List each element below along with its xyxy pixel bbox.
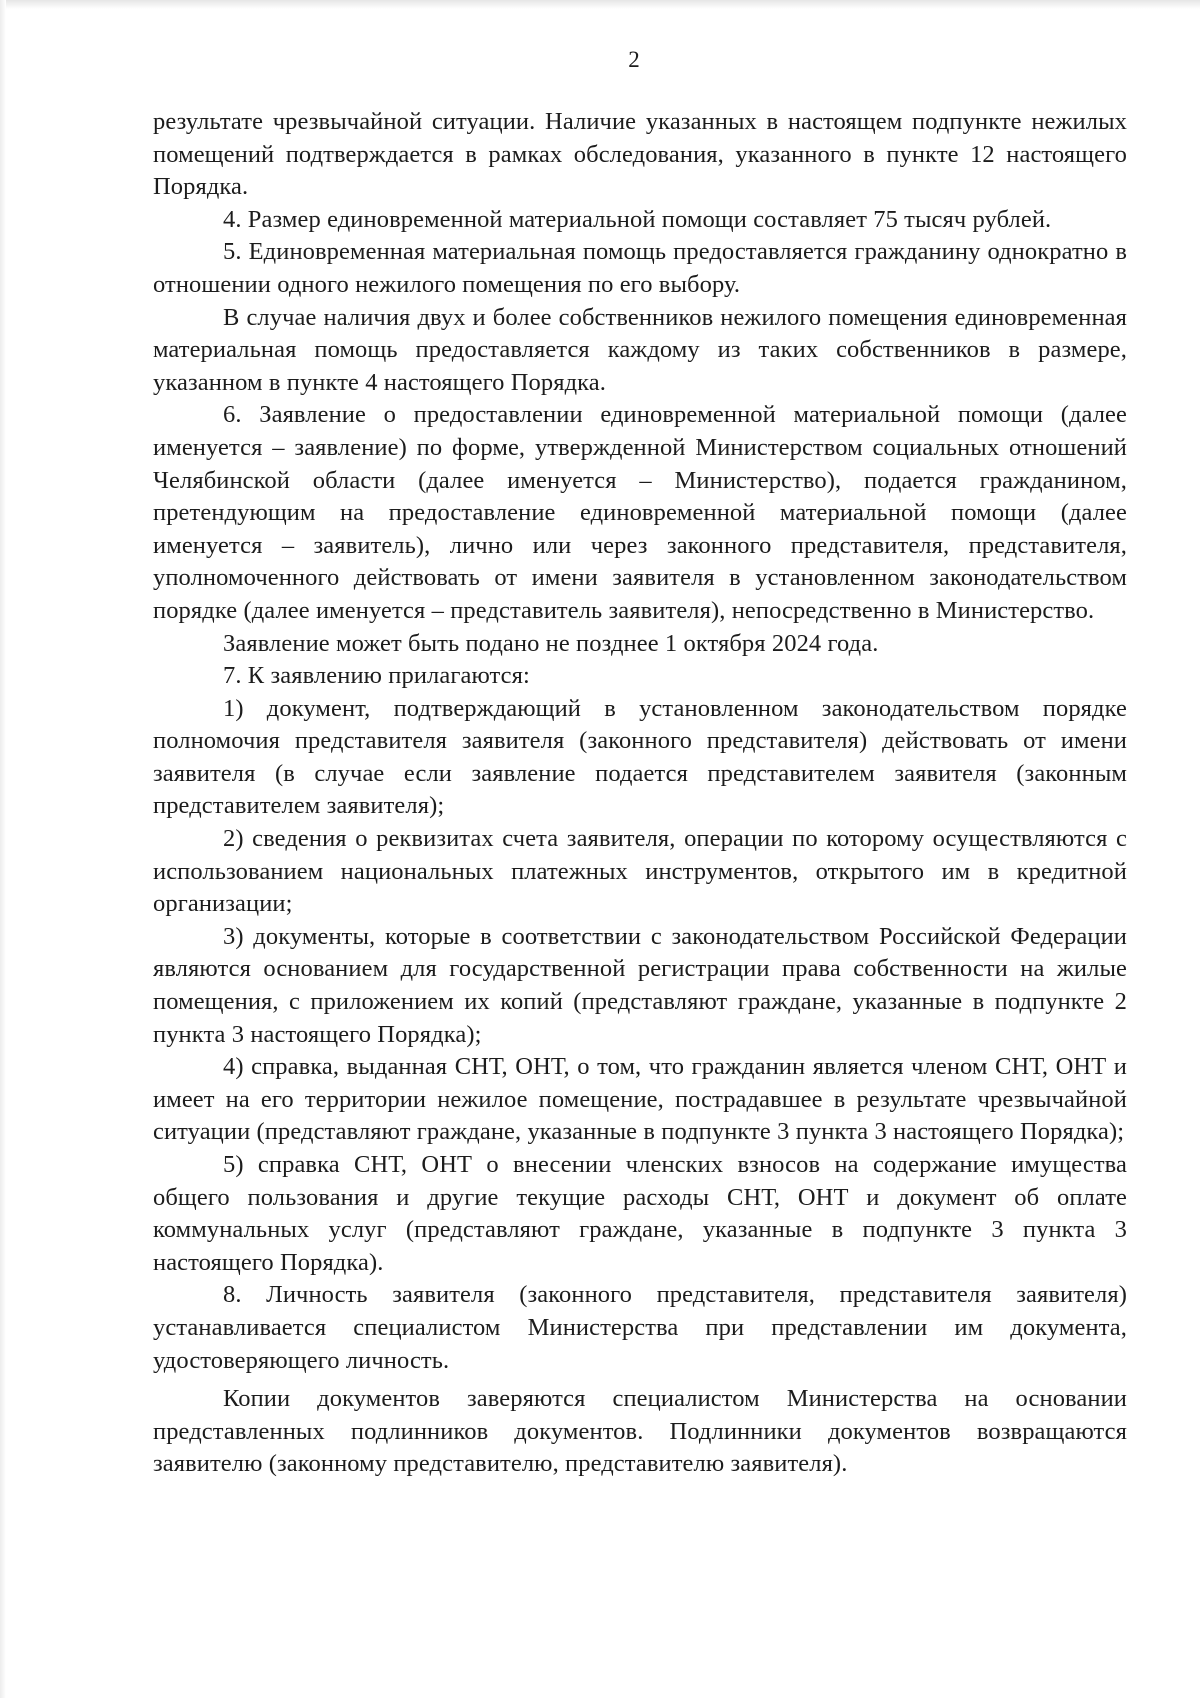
paragraph-co-owners: В случае наличия двух и более собственников нежилого помещения единовременная материальная помощь предоставляется каждому из таких собственников в размере, указанном в пункте 4 настоящего Порядка. (153, 303, 1127, 396)
list-item-4: 4) справка, выданная СНТ, ОНТ, о том, что гражданин является членом СНТ, ОНТ и имеет на его территории нежилое помещение, пострадавшее в результате чрезвычайной ситуации (представляют граждане, указанные в подпункте 3 пункта 3 настоящего Порядка); (153, 1053, 1127, 1146)
scan-edge-top (0, 0, 1200, 9)
paragraph-item-8: 8. Личность заявителя (законного представителя, представителя заявителя) устанавливается специалистом Министерства при представлении им документа, удостоверяющего личность. (153, 1281, 1127, 1374)
paragraph-copies: Копии документов заверяются специалистом Министерства на основании представленных подлинников документов. Подлинники документов возвращаются заявителю (законному представителю, представителю заявителя). (153, 1385, 1127, 1478)
paragraph-item-6: 6. Заявление о предоставлении единовременной материальной помощи (далее именуется – заявление) по форме, утвержденной Министерством социальных отношений Челябинской области (далее именуется – Министерство), подается гражданином, претендующим на предоставление единовременной материальной помощи (далее именуется – заявитель), лично или через законного представителя, представителя, уполномоченного действовать от имени заявителя в установленном законодательством порядке (далее именуется – представитель заявителя), непосредственно в Министерство. (153, 401, 1127, 624)
list-item-5: 5) справка СНТ, ОНТ о внесении членских взносов на содержание имущества общего пользования и другие текущие расходы СНТ, ОНТ и документ об оплате коммунальных услуг (представляют граждане, указанные в подпункте 3 пункта 3 настоящего Порядка). (153, 1151, 1127, 1276)
paragraph-deadline: Заявление может быть подано не позднее 1 октября 2024 года. (223, 629, 879, 657)
list-item-2: 2) сведения о реквизитах счета заявителя, операции по которому осуществляются с использованием национальных платежных инструментов, открытого им в кредитной организации; (153, 825, 1127, 918)
scan-edge-left (0, 0, 6, 1698)
paragraph-item-4: 4. Размер единовременной материальной помощи составляет 75 тысяч рублей. (223, 205, 1052, 233)
paragraph-item-5: 5. Единовременная материальная помощь предоставляется гражданину однократно в отношении одного нежилого помещения по его выбору. (153, 238, 1127, 298)
paragraph-continuation: результате чрезвычайной ситуации. Наличие указанных в настоящем подпункте нежилых помещений подтверждается в рамках обследования, указанного в пункте 12 настоящего Порядка. (153, 108, 1127, 201)
paragraph-item-7: 7. К заявлению прилагаются: (223, 662, 530, 690)
document-body (153, 106, 1127, 1481)
list-item-1: 1) документ, подтверждающий в установленном законодательством порядке полномочия представителя заявителя (законного представителя) действовать от имени заявителя (в случае если заявление подается представителем заявителя (законным представителем заявителя); (153, 694, 1127, 820)
list-item-3: 3) документы, которые в соответствии с законодательством Российской Федерации являются основанием для государственной регистрации права собственности на жилые помещения, с приложением их копий (представляют граждане, указанные в подпункте 2 пункта 3 настоящего Порядка); (153, 922, 1127, 1048)
page-number: 2 (628, 47, 640, 72)
